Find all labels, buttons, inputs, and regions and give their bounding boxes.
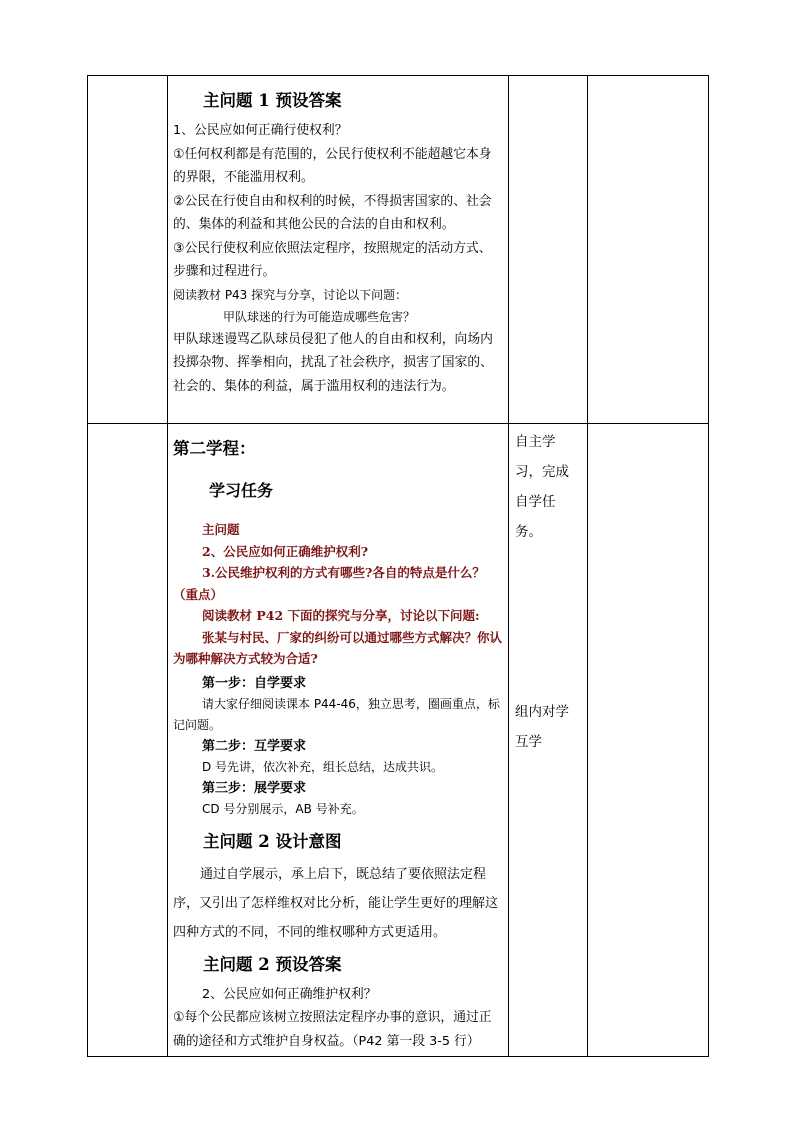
answer-point: ②公民在行使自由和权利的时候，不得损害国家的、社会的、集体的利益和其他公民的合法的自由和权利。 [173, 193, 492, 232]
lesson-plan-table [87, 75, 709, 1057]
design-text: 通过自学展示，承上启下，既总结了要依照法定程序，又引出了怎样维权对比分析，能让学生更好的理解这四种方式的不同，不同的维权哪种方式更适用。 [173, 866, 499, 940]
reading-instruction: 阅读教材 P43 探究与分享，讨论以下问题： [173, 287, 408, 302]
empty-cell [509, 76, 588, 424]
table-row [88, 424, 709, 1057]
red-line: 3.公民维护权利的方式有哪些?各自的特点是什么？（重点） [173, 565, 485, 602]
reading-question: 甲队球迷的行为可能造成哪些危害？ [223, 309, 416, 324]
content-cell [168, 424, 509, 1057]
answer-point: ①任何权利都是有范围的，公民行使权利不能超越它本身的界限，不能滥用权利。 [173, 146, 492, 185]
red-line: 张某与村民、厂家的纠纷可以通过哪些方式解决？你认为哪种解决方式较为合适? [173, 629, 503, 666]
step-body: D 号先讲，依次补充，组长总结，达成共识。 [202, 759, 444, 774]
empty-cell [88, 424, 168, 1057]
step-title: 第二步：互学要求 [202, 738, 307, 754]
method-note: 组内对学互学 [515, 704, 569, 750]
step-body: CD 号分别展示，AB 号补充。 [202, 801, 364, 816]
stage-title: 第二学程： [173, 439, 256, 458]
section-heading: 主问题 1 预设答案 [203, 91, 342, 110]
question-text: 2、公民应如何正确维护权利？ [202, 986, 377, 1002]
step-title: 第三步：展学要求 [202, 780, 307, 796]
answer-point: ①每个公民都应该树立按照法定程序办事的意识，通过正确的途径和方式维护自身权益。（P42 第一段 3-5 行） [173, 1010, 492, 1049]
method-note: 自主学习，完成自学任务。 [515, 434, 569, 540]
method-cell [509, 424, 588, 1057]
answer-point: ③公民行使权利应依照法定程序，按照规定的活动方式、步骤和过程进行。 [173, 240, 492, 279]
red-line: 主问题 [202, 522, 240, 537]
reading-answer: 甲队球迷谩骂乙队球员侵犯了他人的自由和权利，向场内投掷杂物、挥拳相向，扰乱了社会秩序，损害了国家的、社会的、集体的利益，属于滥用权利的违法行为。 [173, 331, 493, 394]
section-heading: 主问题 2 预设答案 [203, 954, 342, 974]
red-line: 2、公民应如何正确维护权利? [202, 543, 369, 559]
empty-cell [588, 424, 709, 1057]
question-text: 1、公民应如何正确行使权利？ [173, 123, 348, 138]
step-title: 第一步：自学要求 [202, 675, 307, 691]
content-cell [168, 76, 509, 424]
table-row [88, 76, 709, 424]
step-body: 请大家仔细阅读课本 P44-46，独立思考，圈画重点，标记问题。 [173, 696, 500, 732]
empty-cell [588, 76, 709, 424]
empty-cell [88, 76, 168, 424]
section-heading: 主问题 2 设计意图 [203, 831, 342, 851]
task-title: 学习任务 [209, 481, 274, 500]
red-line: 阅读教材 P42 下面的探究与分享，讨论以下问题: [202, 608, 480, 623]
